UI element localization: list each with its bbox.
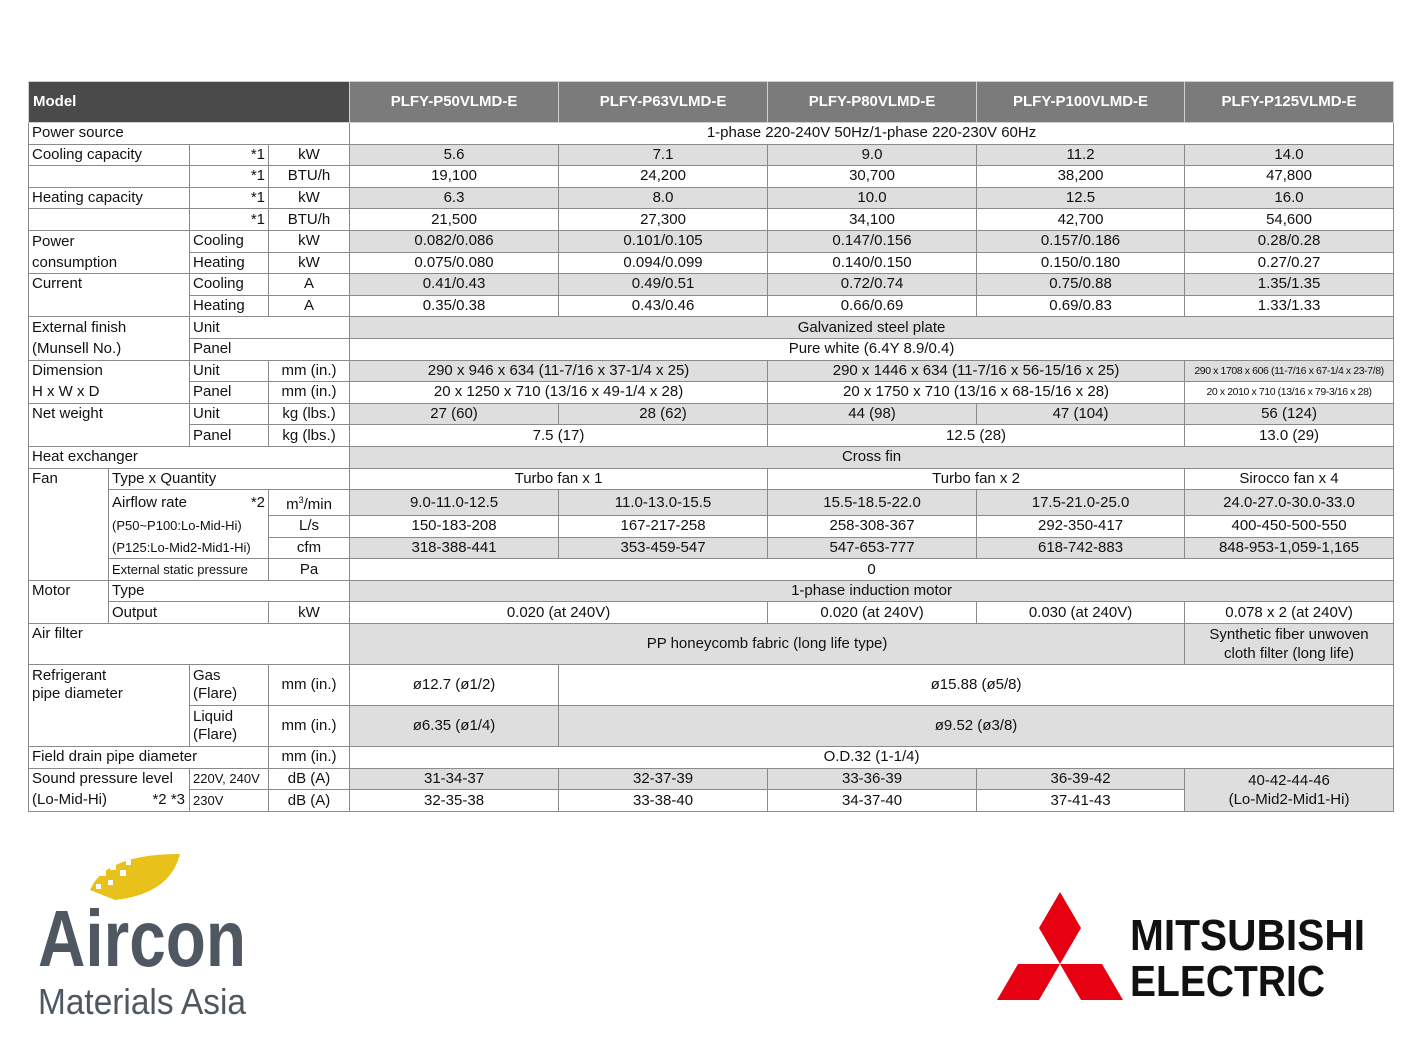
cooling-btu: 19,100 <box>350 166 559 188</box>
airflow-m3: 11.0-13.0-15.5 <box>559 490 768 516</box>
row-sound-1 <box>29 768 1394 790</box>
spec-table <box>28 81 1394 812</box>
power-cooling: 0.28/0.28 <box>1185 230 1394 252</box>
sound-p125: 40-42-44-46 (Lo-Mid2-Mid1-Hi) <box>1185 768 1394 811</box>
current-cooling: 1.35/1.35 <box>1185 274 1394 296</box>
current-unit: A <box>269 274 350 296</box>
dimension-label-1: Dimension <box>29 360 190 382</box>
finish-unit-label: Unit <box>190 317 350 339</box>
drain-value: O.D.32 (1-1/4) <box>350 747 1394 769</box>
power-cooling: 0.147/0.156 <box>768 230 977 252</box>
power-cooling: 0.157/0.186 <box>977 230 1185 252</box>
weight-unit-label: Unit <box>190 403 269 425</box>
finish-panel-label: Panel <box>190 338 350 360</box>
row-motor-output <box>29 602 1394 624</box>
cooling-kw: 9.0 <box>768 144 977 166</box>
current-heating: 0.69/0.83 <box>977 295 1185 317</box>
dimension-label-2: H x W x D <box>29 382 190 404</box>
airflow-m3: 24.0-27.0-30.0-33.0 <box>1185 490 1394 516</box>
weight-measure: kg (lbs.) <box>269 425 350 447</box>
airflow-cfm: 618-742-883 <box>977 537 1185 559</box>
dimension-panel-b: 20 x 1750 x 710 (13/16 x 68-15/16 x 28) <box>768 382 1185 404</box>
weight-panel-label: Panel <box>190 425 269 447</box>
weight-panel-c: 13.0 (29) <box>1185 425 1394 447</box>
row-cooling-kw <box>29 144 1394 166</box>
current-cooling: 0.49/0.51 <box>559 274 768 296</box>
current-heating: 0.66/0.69 <box>768 295 977 317</box>
esp-value: 0 <box>350 559 1394 581</box>
power-unit: kW <box>269 252 350 274</box>
cooling-note: *1 <box>190 166 269 188</box>
row-weight-panel <box>29 425 1394 447</box>
fan-type-b: Turbo fan x 2 <box>768 468 1185 490</box>
power-heating: 0.075/0.080 <box>350 252 559 274</box>
heat-exchanger-value: Cross fin <box>350 446 1394 468</box>
power-source-label: Power source <box>29 123 350 145</box>
cooling-btu: 30,700 <box>768 166 977 188</box>
row-current-heating <box>29 295 1394 317</box>
row-heat-exchanger <box>29 446 1394 468</box>
gas-b: ø15.88 (ø5/8) <box>559 665 1394 706</box>
sound-v1: 220V, 240V <box>190 768 269 790</box>
fan-type-c: Sirocco fan x 4 <box>1185 468 1394 490</box>
dimension-panel-a: 20 x 1250 x 710 (13/16 x 49-1/4 x 28) <box>350 382 768 404</box>
airflow-cfm: 547-653-777 <box>768 537 977 559</box>
drain-measure: mm (in.) <box>269 747 350 769</box>
row-refrigerant-gas <box>29 665 1394 706</box>
cooling-btu: 38,200 <box>977 166 1185 188</box>
cooling-unit-btu: BTU/h <box>269 166 350 188</box>
heating-unit-kw: kW <box>269 187 350 209</box>
cooling-kw: 14.0 <box>1185 144 1394 166</box>
esp-label: External static pressure <box>109 559 269 581</box>
airflow-m3: 15.5-18.5-22.0 <box>768 490 977 516</box>
airflow-ls: 258-308-367 <box>768 516 977 538</box>
weight-unit: 56 (124) <box>1185 403 1394 425</box>
row-cooling-btu <box>29 166 1394 188</box>
airflow-unit-m3: $m^3/\min$ <box>269 490 350 516</box>
sound-r1: 31-34-37 <box>350 768 559 790</box>
current-cooling: 0.72/0.74 <box>768 274 977 296</box>
drain-label: Field drain pipe diameter <box>29 747 269 769</box>
esp-unit: Pa <box>269 559 350 581</box>
liquid-b: ø9.52 (ø3/8) <box>559 706 1394 747</box>
motor-type-label: Type <box>109 580 350 602</box>
airflow-unit-cfm: cfm <box>269 537 350 559</box>
sound-unit: dB (A) <box>269 768 350 790</box>
airflow-cfm: 848-953-1,059-1,165 <box>1185 537 1394 559</box>
power-heating: 0.27/0.27 <box>1185 252 1394 274</box>
weight-measure: kg (lbs.) <box>269 403 350 425</box>
heating-note: *1 <box>190 209 269 231</box>
airflow-sub-2: (P125:Lo-Mid2-Mid1-Hi) <box>109 537 269 559</box>
row-airflow-m3 <box>29 490 1394 516</box>
logo-electric-text: ELECTRIC <box>1130 957 1325 1005</box>
heating-btu: 21,500 <box>350 209 559 231</box>
heating-kw: 6.3 <box>350 187 559 209</box>
heating-kw: 8.0 <box>559 187 768 209</box>
model-p80: PLFY-P80VLMD-E <box>768 82 977 123</box>
weight-panel-a: 7.5 (17) <box>350 425 768 447</box>
current-cooling: 0.75/0.88 <box>977 274 1185 296</box>
row-airflow-cfm <box>29 537 1394 559</box>
airflow-cfm: 353-459-547 <box>559 537 768 559</box>
sound-r1: 36-39-42 <box>977 768 1185 790</box>
logo-aircon-text: Aircon <box>38 894 246 983</box>
logo-mitsubishi-text: MITSUBISHI <box>1130 911 1365 960</box>
heating-note: *1 <box>190 187 269 209</box>
sound-r2: 37-41-43 <box>977 790 1185 812</box>
liquid-label: Liquid (Flare) <box>190 706 269 747</box>
motor-output-unit: kW <box>269 602 350 624</box>
cooling-btu: 24,200 <box>559 166 768 188</box>
current-heating: 0.35/0.38 <box>350 295 559 317</box>
weight-unit: 44 (98) <box>768 403 977 425</box>
motor-output-c: 0.030 (at 240V) <box>977 602 1185 624</box>
power-heating: 0.150/0.180 <box>977 252 1185 274</box>
refrigerant-measure: mm (in.) <box>269 665 350 706</box>
row-airflow-ls <box>29 516 1394 538</box>
airflow-label: Airflow rate *2 <box>109 490 269 516</box>
row-esp <box>29 559 1394 581</box>
heating-btu: 42,700 <box>977 209 1185 231</box>
finish-unit-value: Galvanized steel plate <box>350 317 1394 339</box>
row-weight-unit <box>29 403 1394 425</box>
row-finish-panel <box>29 338 1394 360</box>
row-heating-btu <box>29 209 1394 231</box>
heating-capacity-label: Heating capacity <box>29 187 190 209</box>
heating-kw: 16.0 <box>1185 187 1394 209</box>
refrigerant-measure: mm (in.) <box>269 706 350 747</box>
cooling-kw: 7.1 <box>559 144 768 166</box>
airflow-m3: 17.5-21.0-25.0 <box>977 490 1185 516</box>
row-finish-unit <box>29 317 1394 339</box>
dimension-unit-c: 290 x 1708 x 606 (11-7/16 x 67-1/4 x 23-7/8) <box>1185 360 1394 382</box>
airflow-ls: 167-217-258 <box>559 516 768 538</box>
motor-type-value: 1-phase induction motor <box>350 580 1394 602</box>
motor-output-d: 0.078 x 2 (at 240V) <box>1185 602 1394 624</box>
cooling-btu: 47,800 <box>1185 166 1394 188</box>
airflow-sub-1: (P50~P100:Lo-Mid-Hi) <box>109 516 269 538</box>
current-cooling: 0.41/0.43 <box>350 274 559 296</box>
sound-r1: 33-36-39 <box>768 768 977 790</box>
row-power-cooling <box>29 230 1394 252</box>
current-unit: A <box>269 295 350 317</box>
net-weight-label: Net weight <box>29 403 190 446</box>
cooling-unit-kw: kW <box>269 144 350 166</box>
sound-r2: 32-35-38 <box>350 790 559 812</box>
logo-materials-text: Materials Asia <box>38 981 247 1022</box>
fan-type-label: Type x Quantity <box>109 468 350 490</box>
current-cooling-label: Cooling <box>190 274 269 296</box>
liquid-a: ø6.35 (ø1/4) <box>350 706 559 747</box>
airflow-m3: 9.0-11.0-12.5 <box>350 490 559 516</box>
sound-v2: 230V <box>190 790 269 812</box>
row-heating-kw <box>29 187 1394 209</box>
heating-kw: 10.0 <box>768 187 977 209</box>
motor-output-b: 0.020 (at 240V) <box>768 602 977 624</box>
airflow-ls: 292-350-417 <box>977 516 1185 538</box>
row-current-cooling <box>29 274 1394 296</box>
aircon-materials-asia-logo <box>30 852 270 1022</box>
model-p63: PLFY-P63VLMD-E <box>559 82 768 123</box>
sound-label-2: (Lo-Mid-Hi) *2 *3 <box>29 790 190 812</box>
three-diamonds-icon <box>997 892 1123 1000</box>
airflow-unit-ls: L/s <box>269 516 350 538</box>
motor-output-a: 0.020 (at 240V) <box>350 602 768 624</box>
power-cooling: 0.101/0.105 <box>559 230 768 252</box>
gas-a: ø12.7 (ø1/2) <box>350 665 559 706</box>
sound-r2: 33-38-40 <box>559 790 768 812</box>
heating-btu: 54,600 <box>1185 209 1394 231</box>
cooling-kw: 11.2 <box>977 144 1185 166</box>
airflow-cfm: 318-388-441 <box>350 537 559 559</box>
power-source-value: 1-phase 220-240V 50Hz/1-phase 220-230V 60Hz <box>350 123 1394 145</box>
row-motor-type <box>29 580 1394 602</box>
cooling-kw: 5.6 <box>350 144 559 166</box>
sound-unit: dB (A) <box>269 790 350 812</box>
current-heating: 0.43/0.46 <box>559 295 768 317</box>
current-heating-label: Heating <box>190 295 269 317</box>
row-air-filter <box>29 624 1394 665</box>
sound-r2: 34-37-40 <box>768 790 977 812</box>
air-filter-value-b: Synthetic fiber unwoven cloth filter (long life) <box>1185 624 1394 665</box>
model-p125: PLFY-P125VLMD-E <box>1185 82 1394 123</box>
motor-label: Motor <box>29 580 109 623</box>
heating-btu: 34,100 <box>768 209 977 231</box>
row-dimension-unit <box>29 360 1394 382</box>
power-heating: 0.140/0.150 <box>768 252 977 274</box>
heat-exchanger-label: Heat exchanger <box>29 446 350 468</box>
model-p100: PLFY-P100VLMD-E <box>977 82 1185 123</box>
cooling-note: *1 <box>190 144 269 166</box>
row-drain <box>29 747 1394 769</box>
row-refrigerant-liquid <box>29 706 1394 747</box>
power-cooling: 0.082/0.086 <box>350 230 559 252</box>
dimension-measure: mm (in.) <box>269 382 350 404</box>
power-heating-label: Heating <box>190 252 269 274</box>
heating-btu: 27,300 <box>559 209 768 231</box>
power-heating: 0.094/0.099 <box>559 252 768 274</box>
fan-label: Fan <box>29 468 109 580</box>
row-fan-type <box>29 468 1394 490</box>
power-unit: kW <box>269 230 350 252</box>
airflow-ls: 150-183-208 <box>350 516 559 538</box>
weight-unit: 47 (104) <box>977 403 1185 425</box>
current-label: Current <box>29 274 190 317</box>
air-filter-value-a: PP honeycomb fabric (long life type) <box>350 624 1185 665</box>
mitsubishi-electric-logo <box>995 890 1375 1005</box>
power-consumption-label-1: Power <box>29 230 190 252</box>
sound-label-1: Sound pressure level <box>29 768 190 790</box>
weight-unit: 27 (60) <box>350 403 559 425</box>
air-filter-label: Air filter <box>29 624 350 665</box>
dimension-unit-a: 290 x 946 x 634 (11-7/16 x 37-1/4 x 25) <box>350 360 768 382</box>
dimension-panel-c: 20 x 2010 x 710 (13/16 x 79-3/16 x 28) <box>1185 382 1394 404</box>
row-dimension-panel <box>29 382 1394 404</box>
airflow-ls: 400-450-500-550 <box>1185 516 1394 538</box>
finish-label-2: (Munsell No.) <box>29 338 190 360</box>
current-heating: 1.33/1.33 <box>1185 295 1394 317</box>
finish-label-1: External finish <box>29 317 190 339</box>
dimension-panel-label: Panel <box>190 382 269 404</box>
header-row <box>29 82 1394 123</box>
model-header: Model <box>29 82 350 123</box>
power-consumption-label-2: consumption <box>29 252 190 274</box>
row-power-heating <box>29 252 1394 274</box>
dimension-unit-label: Unit <box>190 360 269 382</box>
row-power-source <box>29 123 1394 145</box>
weight-unit: 28 (62) <box>559 403 768 425</box>
sound-r1: 32-37-39 <box>559 768 768 790</box>
finish-panel-value: Pure white (6.4Y 8.9/0.4) <box>350 338 1394 360</box>
motor-output-label: Output <box>109 602 269 624</box>
heating-unit-btu: BTU/h <box>269 209 350 231</box>
cooling-capacity-label: Cooling capacity <box>29 144 190 166</box>
weight-panel-b: 12.5 (28) <box>768 425 1185 447</box>
dimension-unit-b: 290 x 1446 x 634 (11-7/16 x 56-15/16 x 25) <box>768 360 1185 382</box>
fan-type-a: Turbo fan x 1 <box>350 468 768 490</box>
dimension-measure: mm (in.) <box>269 360 350 382</box>
heating-kw: 12.5 <box>977 187 1185 209</box>
gas-label: Gas (Flare) <box>190 665 269 706</box>
model-p50: PLFY-P50VLMD-E <box>350 82 559 123</box>
refrigerant-label: Refrigerant pipe diameter <box>29 665 190 747</box>
power-cooling-label: Cooling <box>190 230 269 252</box>
